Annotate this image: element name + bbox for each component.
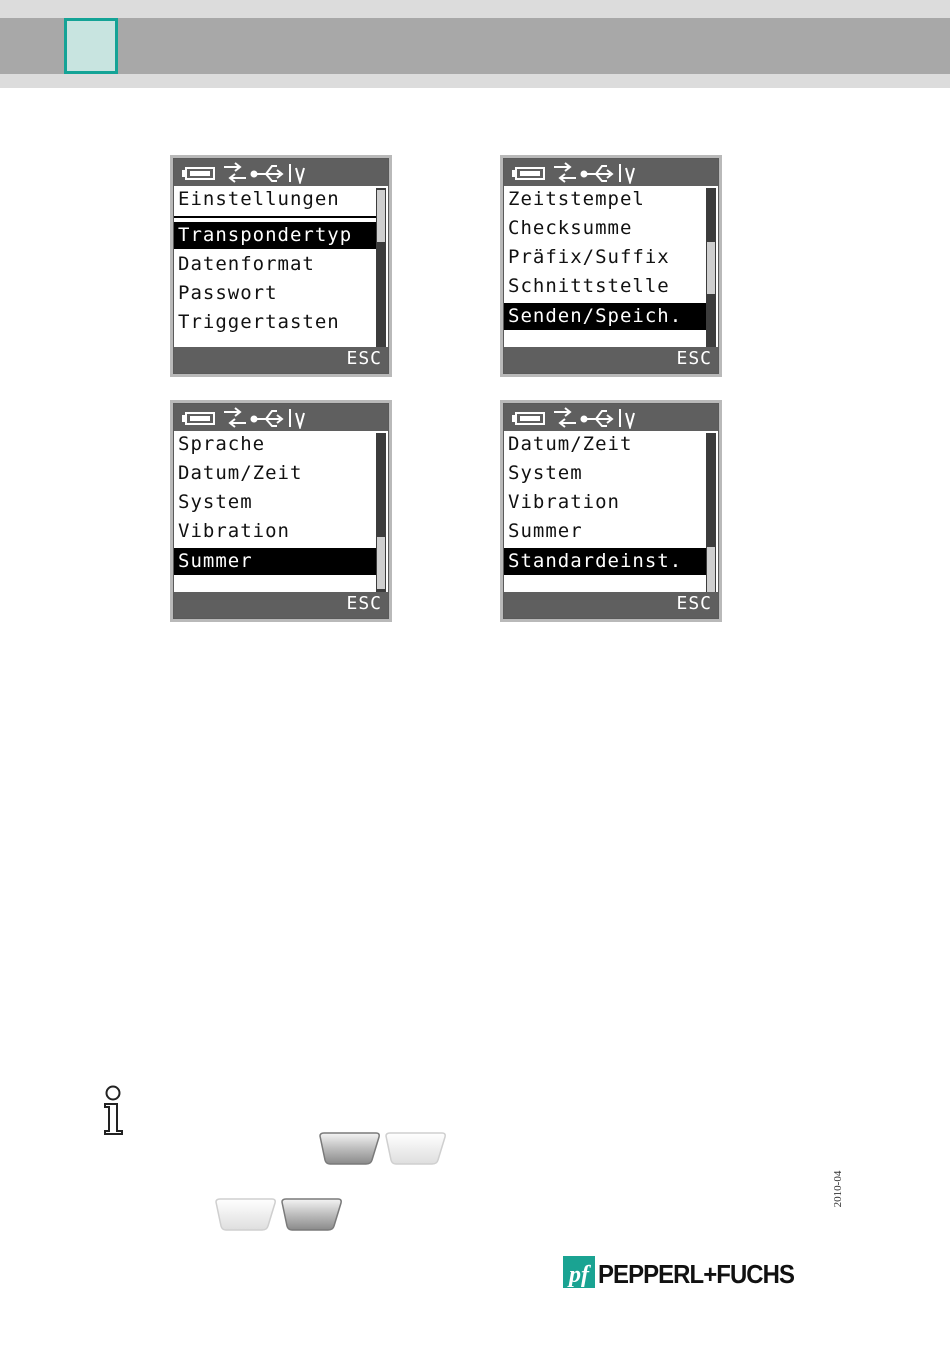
scrollbar[interactable] bbox=[376, 433, 386, 597]
menu-item-system[interactable]: System bbox=[508, 462, 583, 484]
chapter-marker bbox=[64, 18, 118, 74]
menu-item-summer[interactable]: Summer bbox=[508, 520, 583, 542]
esc-softkey[interactable]: ESC bbox=[346, 593, 382, 614]
scrollbar[interactable] bbox=[706, 188, 716, 352]
menu-list bbox=[174, 431, 380, 597]
status-bar bbox=[174, 404, 388, 431]
menu-item-system[interactable]: System bbox=[178, 491, 253, 513]
status-icons bbox=[182, 162, 332, 184]
scrollbar-thumb[interactable] bbox=[707, 547, 715, 595]
softkey-bar bbox=[504, 592, 718, 618]
battery-icon bbox=[512, 168, 544, 179]
transfer-arrows-icon bbox=[554, 163, 576, 182]
status-bar bbox=[174, 159, 388, 186]
esc-softkey[interactable]: ESC bbox=[676, 593, 712, 614]
document-date-text: 2010-04 bbox=[832, 1170, 844, 1208]
usb-icon bbox=[252, 166, 283, 181]
transfer-arrows-icon bbox=[554, 408, 576, 427]
menu-item-praefix-suffix[interactable]: Präfix/Suffix bbox=[508, 246, 670, 268]
usb-icon bbox=[582, 411, 613, 426]
menu-list bbox=[174, 186, 380, 352]
menu-item-passwort[interactable]: Passwort bbox=[178, 282, 278, 304]
status-icons bbox=[182, 407, 332, 429]
header-bottom-strip bbox=[0, 74, 950, 88]
status-bar bbox=[504, 159, 718, 186]
svg-text:pf: pf bbox=[569, 1262, 589, 1288]
pepperl-fuchs-logo-mark bbox=[563, 1256, 595, 1288]
battery-icon bbox=[182, 413, 214, 424]
menu-item-sprache[interactable]: Sprache bbox=[178, 433, 266, 455]
pf-logo-icon bbox=[563, 1256, 595, 1288]
signal-level-icon bbox=[620, 409, 634, 427]
scrollbar-thumb[interactable] bbox=[377, 537, 385, 589]
menu-item-standardeinst[interactable]: Standardeinst. bbox=[504, 548, 710, 575]
menu-item-checksumme[interactable]: Checksumme bbox=[508, 217, 633, 239]
display-screen-settings bbox=[170, 155, 392, 377]
menu-item-datum-zeit[interactable]: Datum/Zeit bbox=[508, 433, 633, 455]
display-screen-system-1 bbox=[170, 400, 392, 622]
transfer-arrows-icon bbox=[224, 163, 246, 182]
menu-item-transpondertyp[interactable]: Transpondertyp bbox=[174, 222, 380, 249]
menu-item-datum-zeit[interactable]: Datum/Zeit bbox=[178, 462, 303, 484]
usb-icon bbox=[252, 411, 283, 426]
page-header-bar bbox=[0, 18, 950, 74]
header-top-strip bbox=[0, 0, 950, 18]
info-icon bbox=[101, 1084, 125, 1136]
key-pair-left-active-icon bbox=[316, 1132, 448, 1166]
status-icons bbox=[512, 162, 662, 184]
brand-logo-text: PEPPERL+FUCHS bbox=[598, 1259, 795, 1289]
menu-list bbox=[504, 186, 710, 352]
status-bar bbox=[504, 404, 718, 431]
softkey-bar bbox=[504, 347, 718, 373]
menu-item-vibration[interactable]: Vibration bbox=[508, 491, 620, 513]
battery-icon bbox=[182, 168, 214, 179]
menu-item-zeitstempel[interactable]: Zeitstempel bbox=[508, 188, 645, 210]
scrollbar[interactable] bbox=[706, 433, 716, 597]
menu-item-triggertasten[interactable]: Triggertasten bbox=[178, 311, 340, 333]
transfer-arrows-icon bbox=[224, 408, 246, 427]
display-screen-data-format bbox=[500, 155, 722, 377]
title-divider bbox=[174, 216, 380, 218]
softkey-bar bbox=[174, 592, 388, 618]
usb-icon bbox=[582, 166, 613, 181]
menu-list bbox=[504, 431, 710, 597]
menu-item-schnittstelle[interactable]: Schnittstelle bbox=[508, 275, 670, 297]
status-icons bbox=[512, 407, 662, 429]
display-screen-system-2 bbox=[500, 400, 722, 622]
scrollbar-thumb[interactable] bbox=[707, 242, 715, 294]
battery-icon bbox=[512, 413, 544, 424]
key-pair-right-active-icon bbox=[212, 1198, 344, 1232]
esc-softkey[interactable]: ESC bbox=[346, 348, 382, 369]
menu-title: Einstellungen bbox=[178, 188, 340, 210]
scrollbar-thumb[interactable] bbox=[377, 190, 385, 242]
softkey-bar bbox=[174, 347, 388, 373]
menu-item-senden-speich[interactable]: Senden/Speich. bbox=[504, 303, 710, 330]
document-date bbox=[826, 1165, 850, 1213]
signal-level-icon bbox=[620, 164, 634, 182]
menu-item-datenformat[interactable]: Datenformat bbox=[178, 253, 315, 275]
menu-item-summer[interactable]: Summer bbox=[174, 548, 380, 575]
signal-level-icon bbox=[290, 409, 304, 427]
signal-level-icon bbox=[290, 164, 304, 182]
esc-softkey[interactable]: ESC bbox=[676, 348, 712, 369]
menu-item-vibration[interactable]: Vibration bbox=[178, 520, 290, 542]
scrollbar[interactable] bbox=[376, 188, 386, 352]
